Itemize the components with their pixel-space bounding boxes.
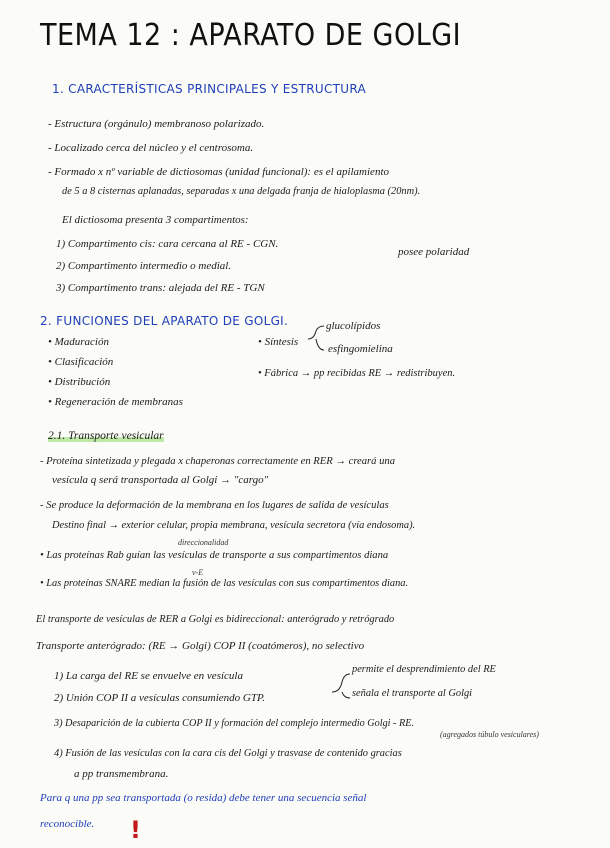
function-regeneracion: • Regeneración de membranas [48, 396, 183, 408]
step-3-note: (agregados túbulo vesiculares) [440, 730, 539, 739]
gtp-branch-icon [330, 668, 352, 702]
compartment-trans: 3) Compartimento trans: alejada del RE - TGN [56, 282, 265, 294]
transport-line-4: Destino final → exterior celular, propia membrana, vesícula secretora (vía endosoma). [52, 520, 416, 531]
transport-line-1: - Proteína sintetizada y plegada x chaperonas correctamente en RER → creará una [40, 456, 396, 467]
compartment-medial: 2) Compartimento intermedio o medial. [56, 260, 232, 272]
gtp-effect-2: señala el transporte al Golgi [352, 688, 473, 699]
step-1: 1) La carga del RE se envuelve en vesícula [54, 670, 243, 682]
page-title: TEMA 12 : APARATO DE GOLGI [40, 18, 462, 53]
transport-line-3: - Se produce la deformación de la membrana en los lugares de salida de vesículas [40, 500, 389, 511]
transport-line-2: vesícula q será transportada al Golgi → "cargo" [52, 474, 269, 486]
compartment-cis: 1) Compartimento cis: cara cercana al RE - CGN. [56, 238, 279, 250]
polarity-note: posee polaridad [398, 246, 470, 258]
function-sintesis: • Síntesis [258, 336, 299, 348]
section-2-1-heading: 2.1. Transporte vesicular [48, 430, 164, 442]
compartments-intro: El dictiosoma presenta 3 compartimentos: [62, 214, 249, 226]
bidirectional-line: El transporte de vesículas de RER a Golgi es bidireccional: anterógrado y retrógrado [36, 614, 395, 625]
function-distribucion: • Distribución [48, 376, 111, 388]
final-note: Para q una pp sea transportada (o resida) debe tener una secuencia señal [40, 792, 367, 804]
final-note-cont: reconocible. [40, 818, 95, 830]
step-4-cont: a pp transmembrana. [74, 768, 169, 780]
rab-line: • Las proteínas Rab guían las vesículas de transporte a sus compartimentos diana [40, 550, 389, 561]
bullet-3-cont: de 5 a 8 cisternas aplanadas, separadas x una delgada franja de hialoplasma (20nm). [62, 186, 421, 197]
step-4: 4) Fusión de las vesículas con la cara cis del Golgi y trasvase de contenido gracias [54, 748, 402, 759]
sintesis-glucolipidos: glucolípidos [326, 320, 381, 332]
section-1-heading: 1. CARACTERÍSTICAS PRINCIPALES Y ESTRUCTURA [52, 82, 367, 96]
sintesis-esfingomielina: esfingomielina [328, 343, 393, 355]
ve-note: v-E [192, 568, 204, 577]
sintesis-branch-icon [306, 322, 326, 356]
function-maduracion: • Maduración [48, 336, 109, 348]
bullet-1: - Estructura (orgánulo) membranoso polarizado. [48, 118, 265, 130]
gtp-effect-1: permite el desprendimiento del RE [352, 664, 496, 675]
bullet-2: - Localizado cerca del núcleo y el centrosoma. [48, 142, 254, 154]
section-2-heading: 2. FUNCIONES DEL APARATO DE GOLGI. [40, 314, 289, 328]
snare-line: • Las proteínas SNARE median la fusión de las vesículas con sus compartimentos diana. [40, 578, 409, 589]
step-2: 2) Unión COP II a vesículas consumiendo GTP. [54, 692, 266, 704]
bullet-3: - Formado x nº variable de dictiosomas (unidad funcional): es el apilamiento [48, 166, 389, 178]
function-clasificacion: • Clasificación [48, 356, 114, 368]
anterograde-heading: Transporte anterógrado: (RE → Golgi) COP II (coatómeros), no selectivo [36, 640, 365, 652]
function-fabrica: • Fábrica → pp recibidas RE → redistribuyen. [258, 368, 456, 379]
step-3: 3) Desaparición de la cubierta COP II y formación del complejo intermedio Golgi - RE. [54, 718, 414, 729]
direccionalidad-note: direccionalidad [178, 538, 229, 547]
exclamation-icon: ! [130, 816, 141, 844]
